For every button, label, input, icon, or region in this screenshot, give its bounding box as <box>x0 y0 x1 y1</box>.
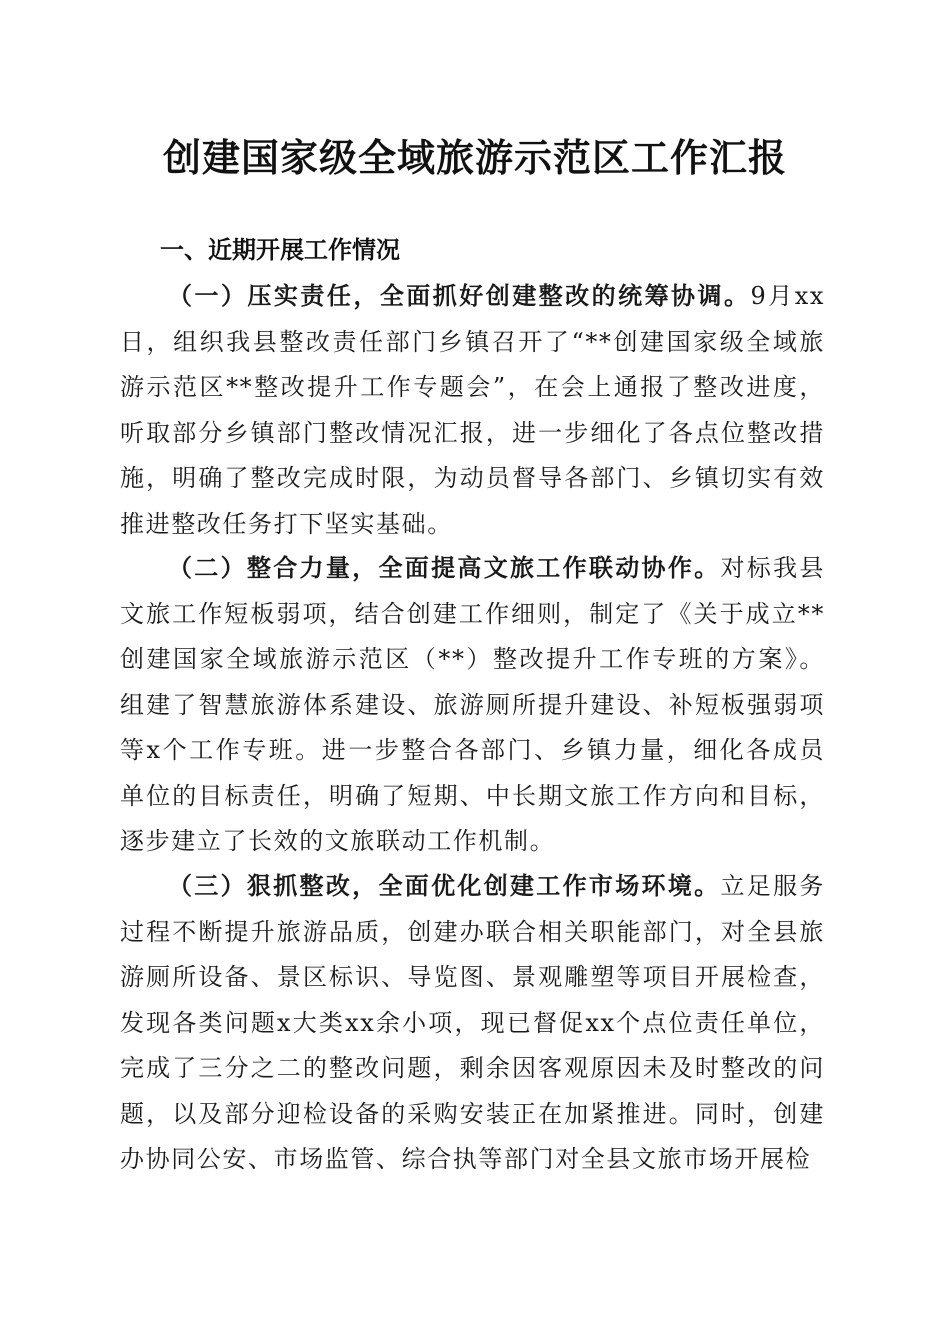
paragraph-1-lead: （一）压实责任，全面抓好创建整改的统筹协调。 <box>168 281 751 310</box>
document-title: 创建国家级全域旅游示范区工作汇报 <box>162 135 787 180</box>
paragraph-3 <box>120 863 825 1183</box>
paragraph-3-text: 立足服务过程不断提升旅游品质，创建办联合相关职能部门，对全县旅游厕所设备、景区标识、导览图、景观雕塑等项目开展检查，发现各类问题x大类xx余小项，现已督促xx个点位责任单位，完成了三分之二的整改问题，剩余因客观原因未及时整改的问题，以及部分迎检设备的采购安装正在加紧推进。同时，创建办协同公安、市场监管、综合执等部门对全县文旅市场开展检 <box>120 872 825 1173</box>
paragraph-2-text: 对标我县文旅工作短板弱项，结合创建工作细则，制定了《关于成立**创建国家全域旅游示范区（**）整改提升工作专班的方案》。组建了智慧旅游体系建设、旅游厕所提升建设、补短板强弱项等x个工作专班。进一步整合各部门、乡镇力量，细化各成员单位的目标责任，明确了短期、中长期文旅工作方向和目标，逐步建立了长效的文旅联动工作机制。 <box>120 554 825 855</box>
section-heading: 一、近期开展工作情况 <box>160 236 400 264</box>
paragraph-2-lead: （二）整合力量，全面提高文旅工作联动协作。 <box>168 553 721 582</box>
paragraph-2 <box>120 545 825 865</box>
paragraph-3-lead: （三）狠抓整改，全面优化创建工作市场环境。 <box>168 871 721 900</box>
paragraph-1-text: 9月xx日，组织我县整改责任部门乡镇召开了“**创建国家级全域旅游示范区**整改提升工作专题会”，在会上通报了整改进度，听取部分乡镇部门整改情况汇报，进一步细化了各点位整改措施，明确了整改完成时限，为动员督导各部门、乡镇切实有效推进整改任务打下坚实基础。 <box>120 282 825 538</box>
paragraph-1 <box>120 273 825 547</box>
